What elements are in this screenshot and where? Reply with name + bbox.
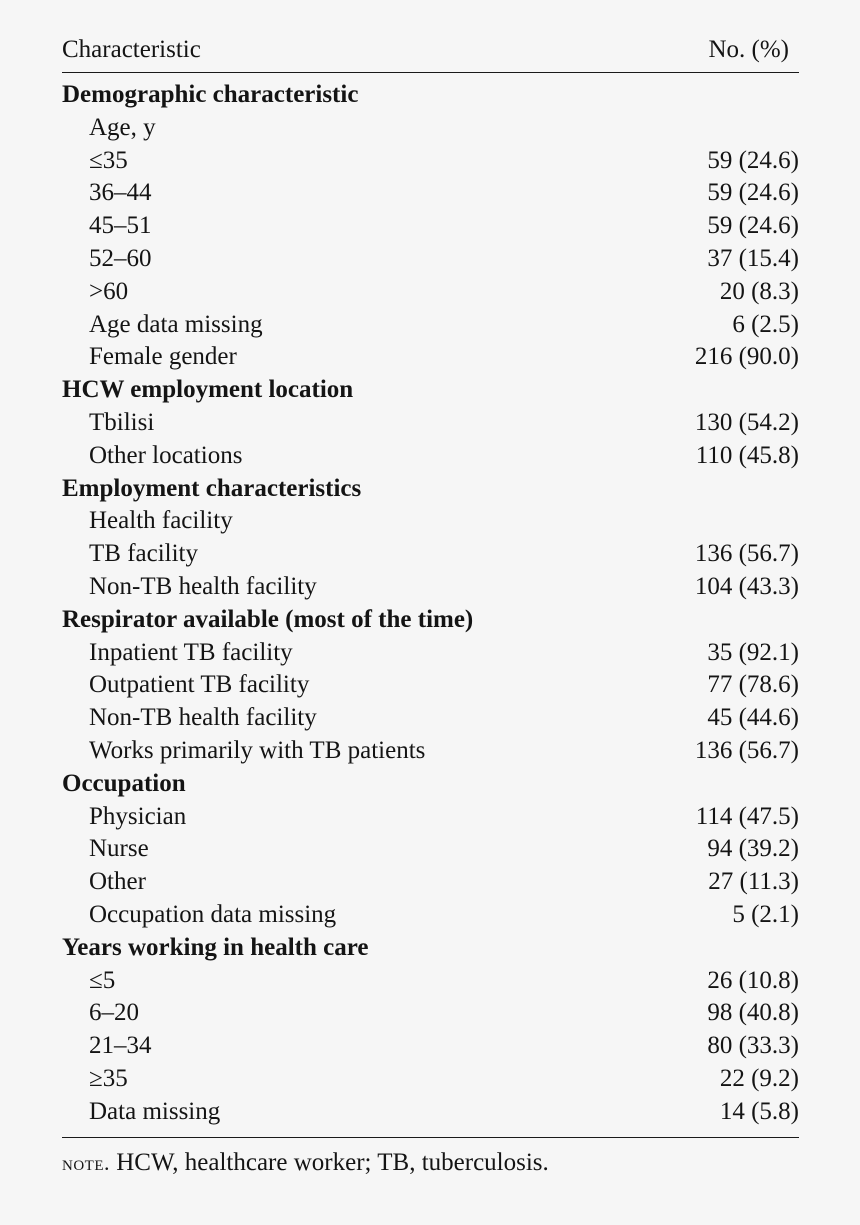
row-value: 45 (44.6) bbox=[707, 704, 799, 732]
row-value: 80 (33.3) bbox=[707, 1032, 799, 1060]
row-label: Years working in health care bbox=[62, 933, 369, 961]
row-label: HCW employment location bbox=[62, 376, 354, 404]
table-row bbox=[62, 341, 799, 374]
table-row bbox=[62, 1096, 799, 1129]
row-value: 59 (24.6) bbox=[707, 179, 799, 207]
header-characteristic: Characteristic bbox=[62, 36, 201, 63]
row-label: Employment characteristics bbox=[62, 474, 362, 502]
row-value: 22 (9.2) bbox=[719, 1064, 799, 1092]
table-row bbox=[62, 637, 799, 670]
row-label: Inpatient TB facility bbox=[89, 638, 293, 666]
row-label: Age data missing bbox=[89, 310, 263, 338]
row-label: ≥35 bbox=[89, 1064, 128, 1092]
table-row bbox=[62, 538, 799, 571]
row-value: 59 (24.6) bbox=[707, 146, 799, 174]
row-label: Works primarily with TB patients bbox=[89, 736, 426, 764]
row-value: 98 (40.8) bbox=[707, 999, 799, 1027]
row-label: Nurse bbox=[89, 835, 149, 863]
row-label: ≤35 bbox=[89, 146, 128, 174]
section-row bbox=[62, 932, 799, 965]
row-value: 77 (78.6) bbox=[707, 671, 799, 699]
row-label: Female gender bbox=[89, 343, 237, 371]
table-row bbox=[62, 407, 799, 440]
row-value: 27 (11.3) bbox=[708, 868, 799, 896]
table-row bbox=[62, 440, 799, 473]
table-row bbox=[62, 801, 799, 834]
row-label: Age, y bbox=[89, 113, 156, 141]
characteristics-table bbox=[62, 28, 799, 1180]
row-label: Other locations bbox=[89, 441, 243, 469]
note-prefix: note. bbox=[62, 1149, 110, 1175]
row-label: TB facility bbox=[89, 540, 198, 568]
section-row bbox=[62, 473, 799, 506]
row-label: Tbilisi bbox=[89, 408, 155, 436]
note-text: HCW, healthcare worker; TB, tuberculosis. bbox=[110, 1148, 549, 1176]
table-row bbox=[62, 243, 799, 276]
row-label: Health facility bbox=[89, 507, 233, 535]
table-row bbox=[62, 571, 799, 604]
row-label: Data missing bbox=[89, 1097, 221, 1125]
row-value: 20 (8.3) bbox=[719, 277, 799, 305]
table-row bbox=[62, 997, 799, 1030]
section-row bbox=[62, 604, 799, 637]
table-row bbox=[62, 669, 799, 702]
row-label: 45–51 bbox=[89, 212, 152, 240]
table-row bbox=[62, 1063, 799, 1096]
row-value: 26 (10.8) bbox=[707, 966, 799, 994]
row-value: 37 (15.4) bbox=[707, 244, 799, 272]
row-label: >60 bbox=[89, 277, 129, 305]
header-value: No. (%) bbox=[708, 36, 789, 63]
row-value: 130 (54.2) bbox=[694, 408, 799, 436]
section-row bbox=[62, 79, 799, 112]
table-row bbox=[62, 866, 799, 899]
row-value: 114 (47.5) bbox=[695, 802, 799, 830]
row-label: 6–20 bbox=[89, 999, 139, 1027]
row-label: Demographic characteristic bbox=[62, 81, 359, 108]
row-value: 14 (5.8) bbox=[719, 1097, 799, 1125]
row-label: Non-TB health facility bbox=[89, 704, 317, 732]
table-bottom-rule bbox=[62, 1137, 799, 1138]
table-row bbox=[62, 309, 799, 342]
table-note bbox=[62, 1146, 799, 1180]
table-row bbox=[62, 276, 799, 309]
table-row bbox=[62, 833, 799, 866]
row-label: ≤5 bbox=[89, 966, 116, 994]
row-label: Other bbox=[89, 868, 146, 896]
row-label: Occupation data missing bbox=[89, 900, 337, 928]
table-row bbox=[62, 145, 799, 178]
row-label: Occupation bbox=[62, 769, 186, 797]
table-row bbox=[62, 702, 799, 735]
row-value: 110 (45.8) bbox=[695, 441, 799, 469]
table-row bbox=[62, 112, 799, 145]
row-label: Physician bbox=[89, 802, 187, 830]
table-header bbox=[62, 28, 799, 73]
row-label: Respirator available (most of the time) bbox=[62, 605, 474, 633]
row-value: 6 (2.5) bbox=[732, 310, 799, 338]
table-row bbox=[62, 210, 799, 243]
section-row bbox=[62, 374, 799, 407]
row-value: 94 (39.2) bbox=[707, 835, 799, 863]
row-value: 136 (56.7) bbox=[694, 540, 799, 568]
row-value: 59 (24.6) bbox=[707, 212, 799, 240]
row-label: Outpatient TB facility bbox=[89, 671, 310, 699]
row-value: 5 (2.1) bbox=[732, 900, 799, 928]
table-row bbox=[62, 899, 799, 932]
table-row bbox=[62, 735, 799, 768]
table-row bbox=[62, 177, 799, 210]
row-label: 52–60 bbox=[89, 244, 152, 272]
row-value: 104 (43.3) bbox=[694, 572, 799, 600]
row-value: 216 (90.0) bbox=[694, 343, 799, 371]
table-body bbox=[62, 73, 799, 1129]
row-label: 21–34 bbox=[89, 1032, 152, 1060]
table-row bbox=[62, 505, 799, 538]
table-row bbox=[62, 1030, 799, 1063]
row-label: 36–44 bbox=[89, 179, 152, 207]
table-row bbox=[62, 965, 799, 998]
row-value: 35 (92.1) bbox=[707, 638, 799, 666]
row-label: Non-TB health facility bbox=[89, 572, 317, 600]
section-row bbox=[62, 768, 799, 801]
row-value: 136 (56.7) bbox=[694, 736, 799, 764]
